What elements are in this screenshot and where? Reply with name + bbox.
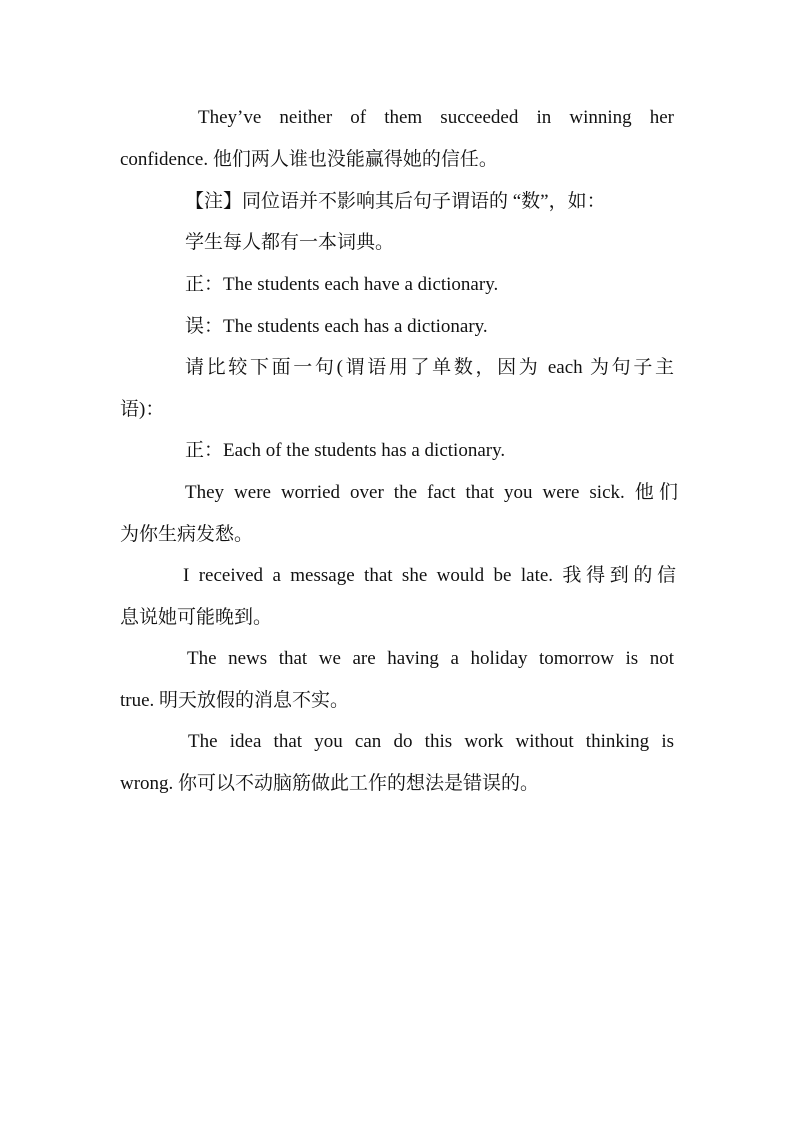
compare-paragraph-line-1: 请比较下面一句(谓语用了单数，因为 each 为句子主 xyxy=(185,357,674,378)
paragraph-1-line-2: confidence. 他们两人谁也没能赢得她的信任。 xyxy=(120,149,498,170)
incorrect-example: 误：The students each has a dictionary. xyxy=(185,316,488,337)
correct-example: 正：The students each have a dictionary. xyxy=(185,274,499,295)
paragraph-1-line-1: They’ve neither of them succeeded in winning her xyxy=(198,107,674,128)
sentence-message-line-2: 息说她可能晚到。 xyxy=(120,607,273,628)
sentence-idea-line-2: wrong. 你可以不动脑筋做此工作的想法是错误的。 xyxy=(120,773,540,794)
sentence-idea-line-1: The idea that you can do this work without thinking is xyxy=(188,731,674,752)
sentence-worried-line-2: 为你生病发愁。 xyxy=(120,524,254,545)
compare-paragraph-line-2: 语)： xyxy=(120,399,165,420)
example-chinese: 学生每人都有一本词典。 xyxy=(185,232,395,253)
sentence-message-line-1: I received a message that she would be late. 我得到的信 xyxy=(183,565,676,586)
sentence-news-line-2: true. 明天放假的消息不实。 xyxy=(120,690,350,711)
sentence-news-line-1: The news that we are having a holiday tomorrow is not xyxy=(187,648,674,669)
sentence-worried-line-1: They were worried over the fact that you were sick. 他们 xyxy=(185,482,678,503)
correct-each-example: 正：Each of the students has a dictionary. xyxy=(185,440,506,461)
note-paragraph: 【注】同位语并不影响其后句子谓语的 “数”，如： xyxy=(185,191,606,212)
